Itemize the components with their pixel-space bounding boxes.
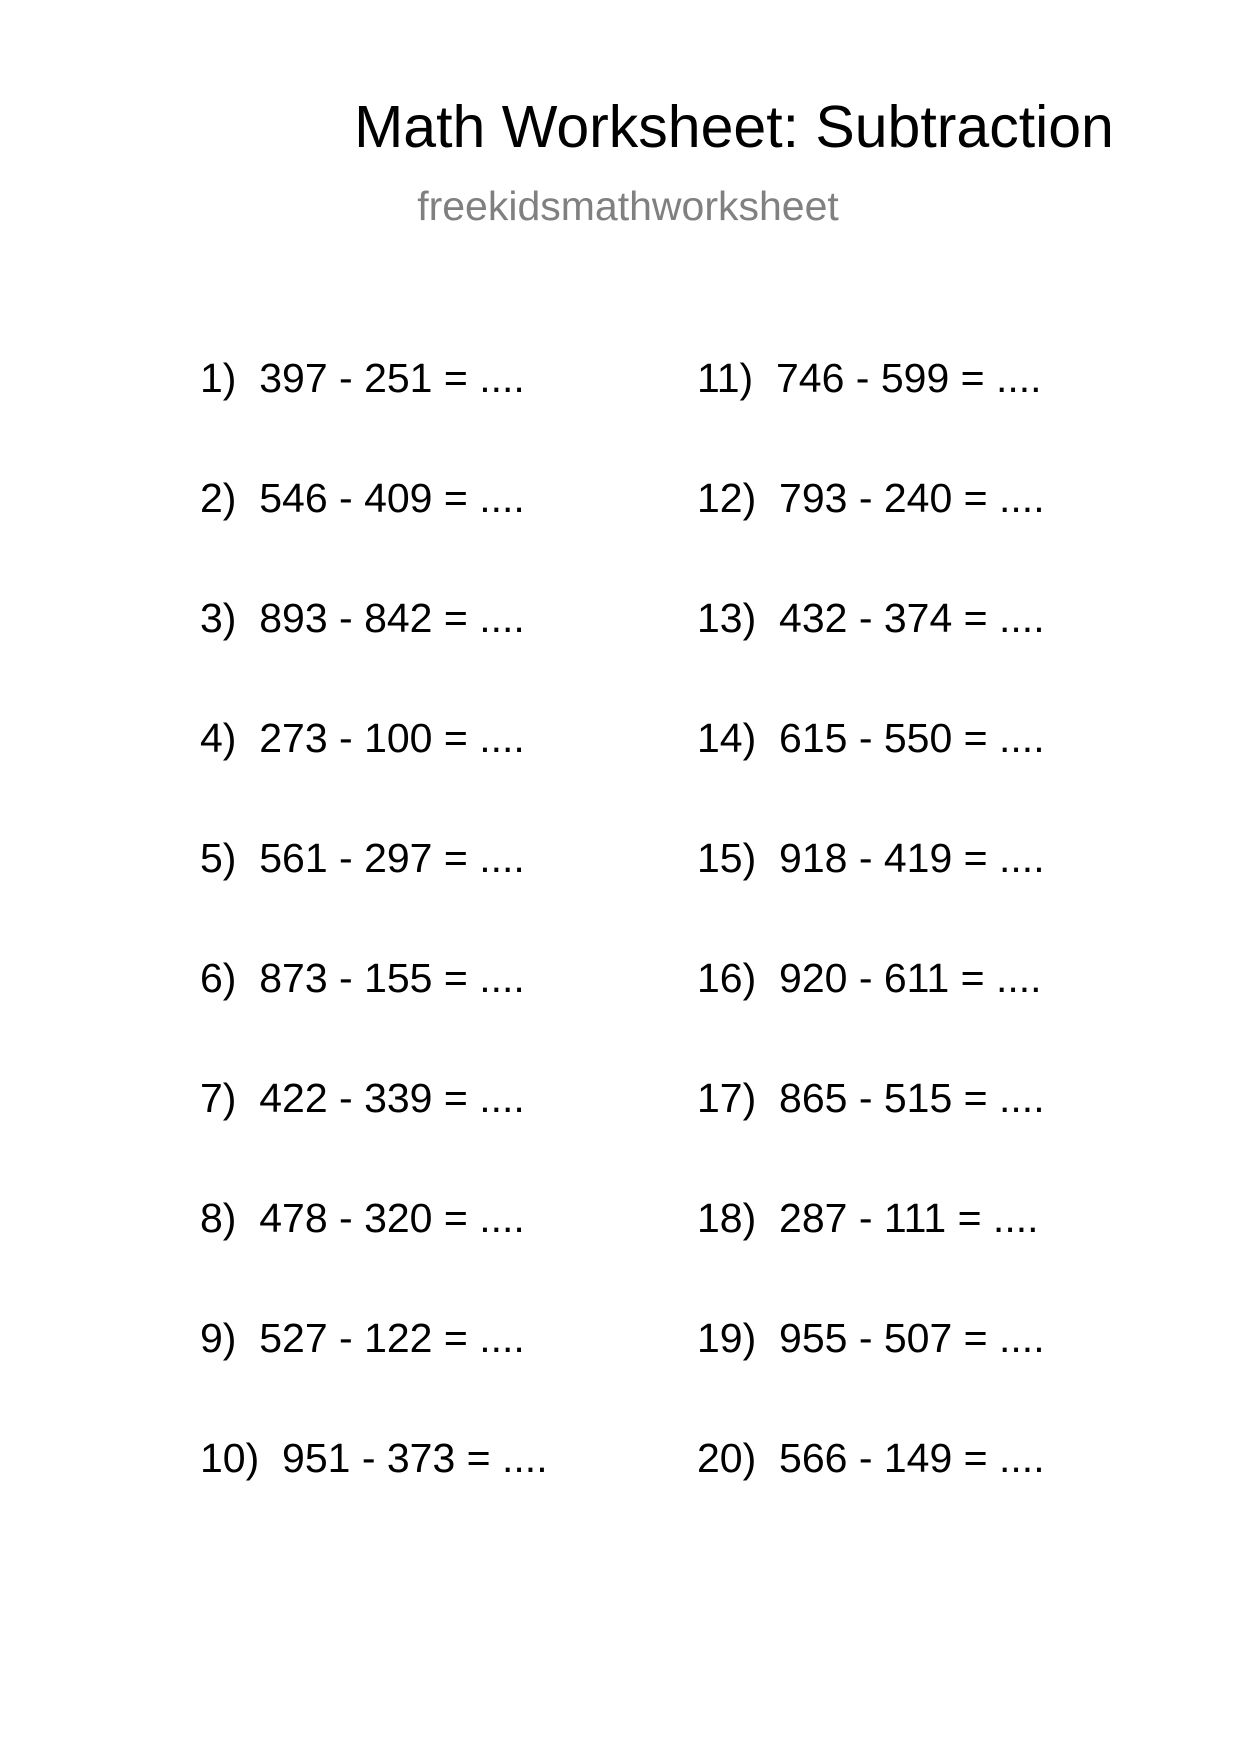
problem-item: 1) 397 - 251 = ....	[200, 355, 525, 401]
problem-item: 12) 793 - 240 = ....	[697, 475, 1045, 521]
problem-item: 20) 566 - 149 = ....	[697, 1435, 1045, 1481]
problem-item: 16) 920 - 611 = ....	[697, 955, 1042, 1001]
problem-item: 4) 273 - 100 = ....	[200, 715, 525, 761]
problem-item: 9) 527 - 122 = ....	[200, 1315, 525, 1361]
problem-item: 8) 478 - 320 = ....	[200, 1195, 525, 1241]
problem-item: 10) 951 - 373 = ....	[200, 1435, 548, 1481]
problem-item: 6) 873 - 155 = ....	[200, 955, 525, 1001]
problem-item: 17) 865 - 515 = ....	[697, 1075, 1045, 1121]
problem-item: 11) 746 - 599 = ....	[697, 355, 1042, 401]
problem-item: 2) 546 - 409 = ....	[200, 475, 525, 521]
problem-item: 7) 422 - 339 = ....	[200, 1075, 525, 1121]
problem-item: 5) 561 - 297 = ....	[200, 835, 525, 881]
problem-column-right	[697, 348, 1045, 1548]
problem-item: 14) 615 - 550 = ....	[697, 715, 1045, 761]
problem-item: 13) 432 - 374 = ....	[697, 595, 1045, 641]
page-subtitle: freekidsmathworksheet	[417, 183, 839, 229]
problem-item: 3) 893 - 842 = ....	[200, 595, 525, 641]
problem-column-left	[200, 348, 548, 1548]
problem-item: 15) 918 - 419 = ....	[697, 835, 1045, 881]
page-title: Math Worksheet: Subtraction	[354, 94, 1114, 160]
problem-item: 19) 955 - 507 = ....	[697, 1315, 1045, 1361]
problem-item: 18) 287 - 111 = ....	[697, 1195, 1039, 1241]
